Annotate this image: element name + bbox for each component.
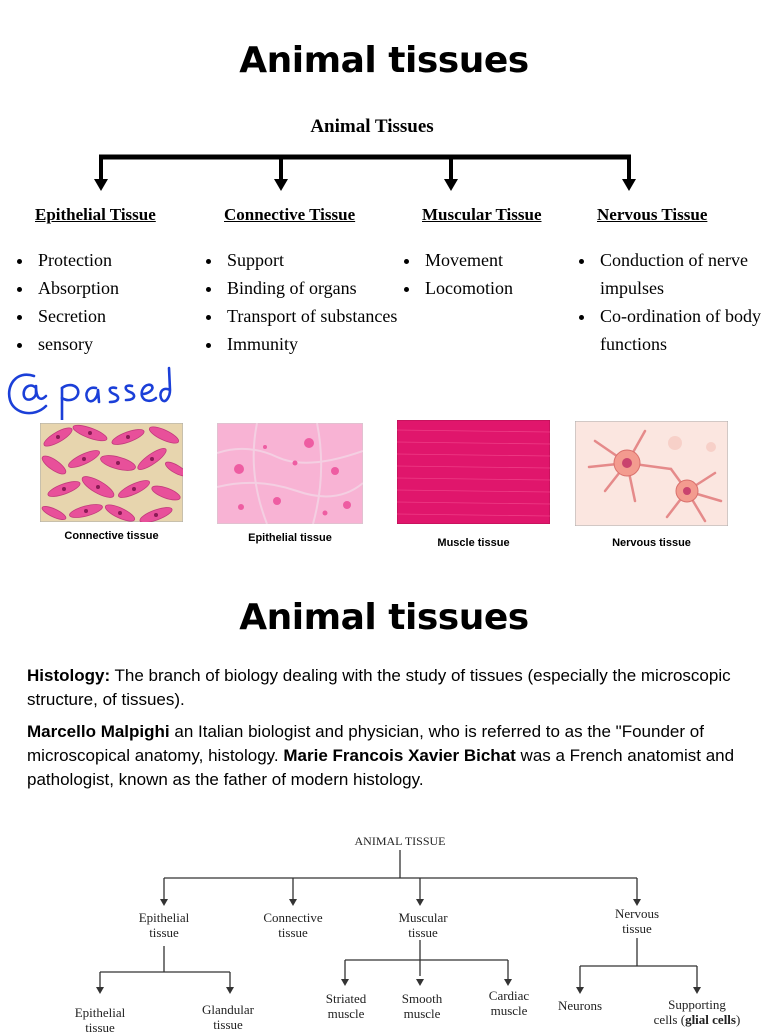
epithelial-tissue-image	[217, 423, 363, 524]
node-line: tissue	[278, 925, 308, 940]
function-item: • Secretion	[34, 302, 194, 330]
function-item: • sensory	[34, 330, 194, 358]
nervous-functions	[568, 246, 768, 358]
tree-node-connective	[243, 910, 343, 940]
node-line: Nervous	[614, 906, 660, 921]
tree-node-epithelial-tissue	[50, 1005, 150, 1035]
term-histology: Histology:	[27, 666, 111, 685]
category-title-epithelial: Epithelial Tissue	[35, 205, 156, 224]
tree-node-epithelial	[114, 910, 214, 940]
node-text-bold: glial cells	[685, 1012, 736, 1027]
node-line: Glandular	[202, 1002, 254, 1017]
node-line	[637, 1012, 757, 1027]
category-title-nervous: Nervous Tissue	[597, 205, 708, 224]
handwritten-annotation	[4, 364, 174, 420]
node-line: tissue	[622, 921, 652, 936]
tree-node-glandular-tissue	[178, 1002, 278, 1032]
tree-node-nervous	[587, 906, 687, 936]
bichat-text: was a French anatomist and pathologist, known as the father of modern histology.	[27, 746, 735, 789]
node-line: Supporting	[668, 997, 726, 1012]
node-line: tissue	[149, 925, 179, 940]
function-item: • Protection	[34, 246, 194, 274]
histology-text: The branch of biology dealing with the study of tissues (especially the microscopic structure, of tissues).	[27, 666, 731, 709]
connective-functions	[195, 246, 408, 358]
node-line: tissue	[85, 1020, 115, 1035]
epithelial-functions	[6, 246, 194, 358]
function-item: • Conduction of nerve impulses	[596, 246, 768, 302]
function-item: • Immunity	[223, 330, 408, 358]
name-bichat: Marie Francois Xavier Bichat	[283, 746, 516, 765]
image-caption: Connective tissue	[64, 530, 159, 542]
nervous-tissue-image	[575, 421, 728, 526]
node-line: muscle	[403, 1006, 441, 1021]
node-line: Striated	[325, 991, 367, 1006]
slide2-heading: Animal tissues	[239, 597, 529, 638]
tree-root: ANIMAL TISSUE	[354, 834, 446, 848]
image-caption: Nervous tissue	[612, 537, 691, 549]
muscular-functions	[393, 246, 591, 302]
histology-history	[27, 720, 737, 792]
function-item: • Co-ordination of body functions	[596, 302, 768, 358]
node-line: Neurons	[557, 998, 603, 1013]
node-line: Epithelial	[74, 1005, 126, 1020]
name-malpighi: Marcello Malpighi	[27, 722, 170, 741]
muscle-tissue-image	[397, 420, 550, 524]
malpighi-text: an Italian biologist and physician, who is referred to as the "Founder of microscopical anatomy, histology.	[27, 722, 704, 765]
node-text: cells (	[653, 1012, 686, 1027]
node-line: tissue	[408, 925, 438, 940]
node-line: Epithelial	[138, 910, 190, 925]
connective-tissue-image	[40, 423, 183, 522]
tree-node-neurons	[530, 998, 630, 1013]
image-caption: Epithelial tissue	[248, 532, 332, 544]
chart-title: Animal Tissues	[310, 116, 434, 137]
slide1-heading: Animal tissues	[239, 40, 529, 81]
image-caption: Muscle tissue	[437, 537, 510, 549]
tree-node-smooth-muscle	[372, 991, 472, 1021]
node-line: Smooth	[401, 991, 443, 1006]
node-line: Muscular	[398, 910, 448, 925]
node-line: tissue	[213, 1017, 243, 1032]
node-text: )	[735, 1012, 741, 1027]
node-line: muscle	[327, 1006, 365, 1021]
function-item: • Locomotion	[421, 274, 591, 302]
function-item: • Transport of substances	[223, 302, 408, 330]
category-title-muscular: Muscular Tissue	[422, 205, 542, 224]
function-item: • Absorption	[34, 274, 194, 302]
node-line: muscle	[490, 1003, 528, 1018]
tree-node-supporting-cells	[637, 997, 757, 1027]
function-item: • Support	[223, 246, 408, 274]
node-line: Connective	[263, 910, 323, 925]
function-item: • Binding of organs	[223, 274, 408, 302]
category-title-connective: Connective Tissue	[224, 205, 356, 224]
hierarchy-connectors	[0, 145, 768, 195]
histology-definition	[27, 664, 737, 712]
tree-node-muscular	[373, 910, 473, 940]
node-line: Cardiac	[488, 988, 530, 1003]
function-item: • Movement	[421, 246, 591, 274]
